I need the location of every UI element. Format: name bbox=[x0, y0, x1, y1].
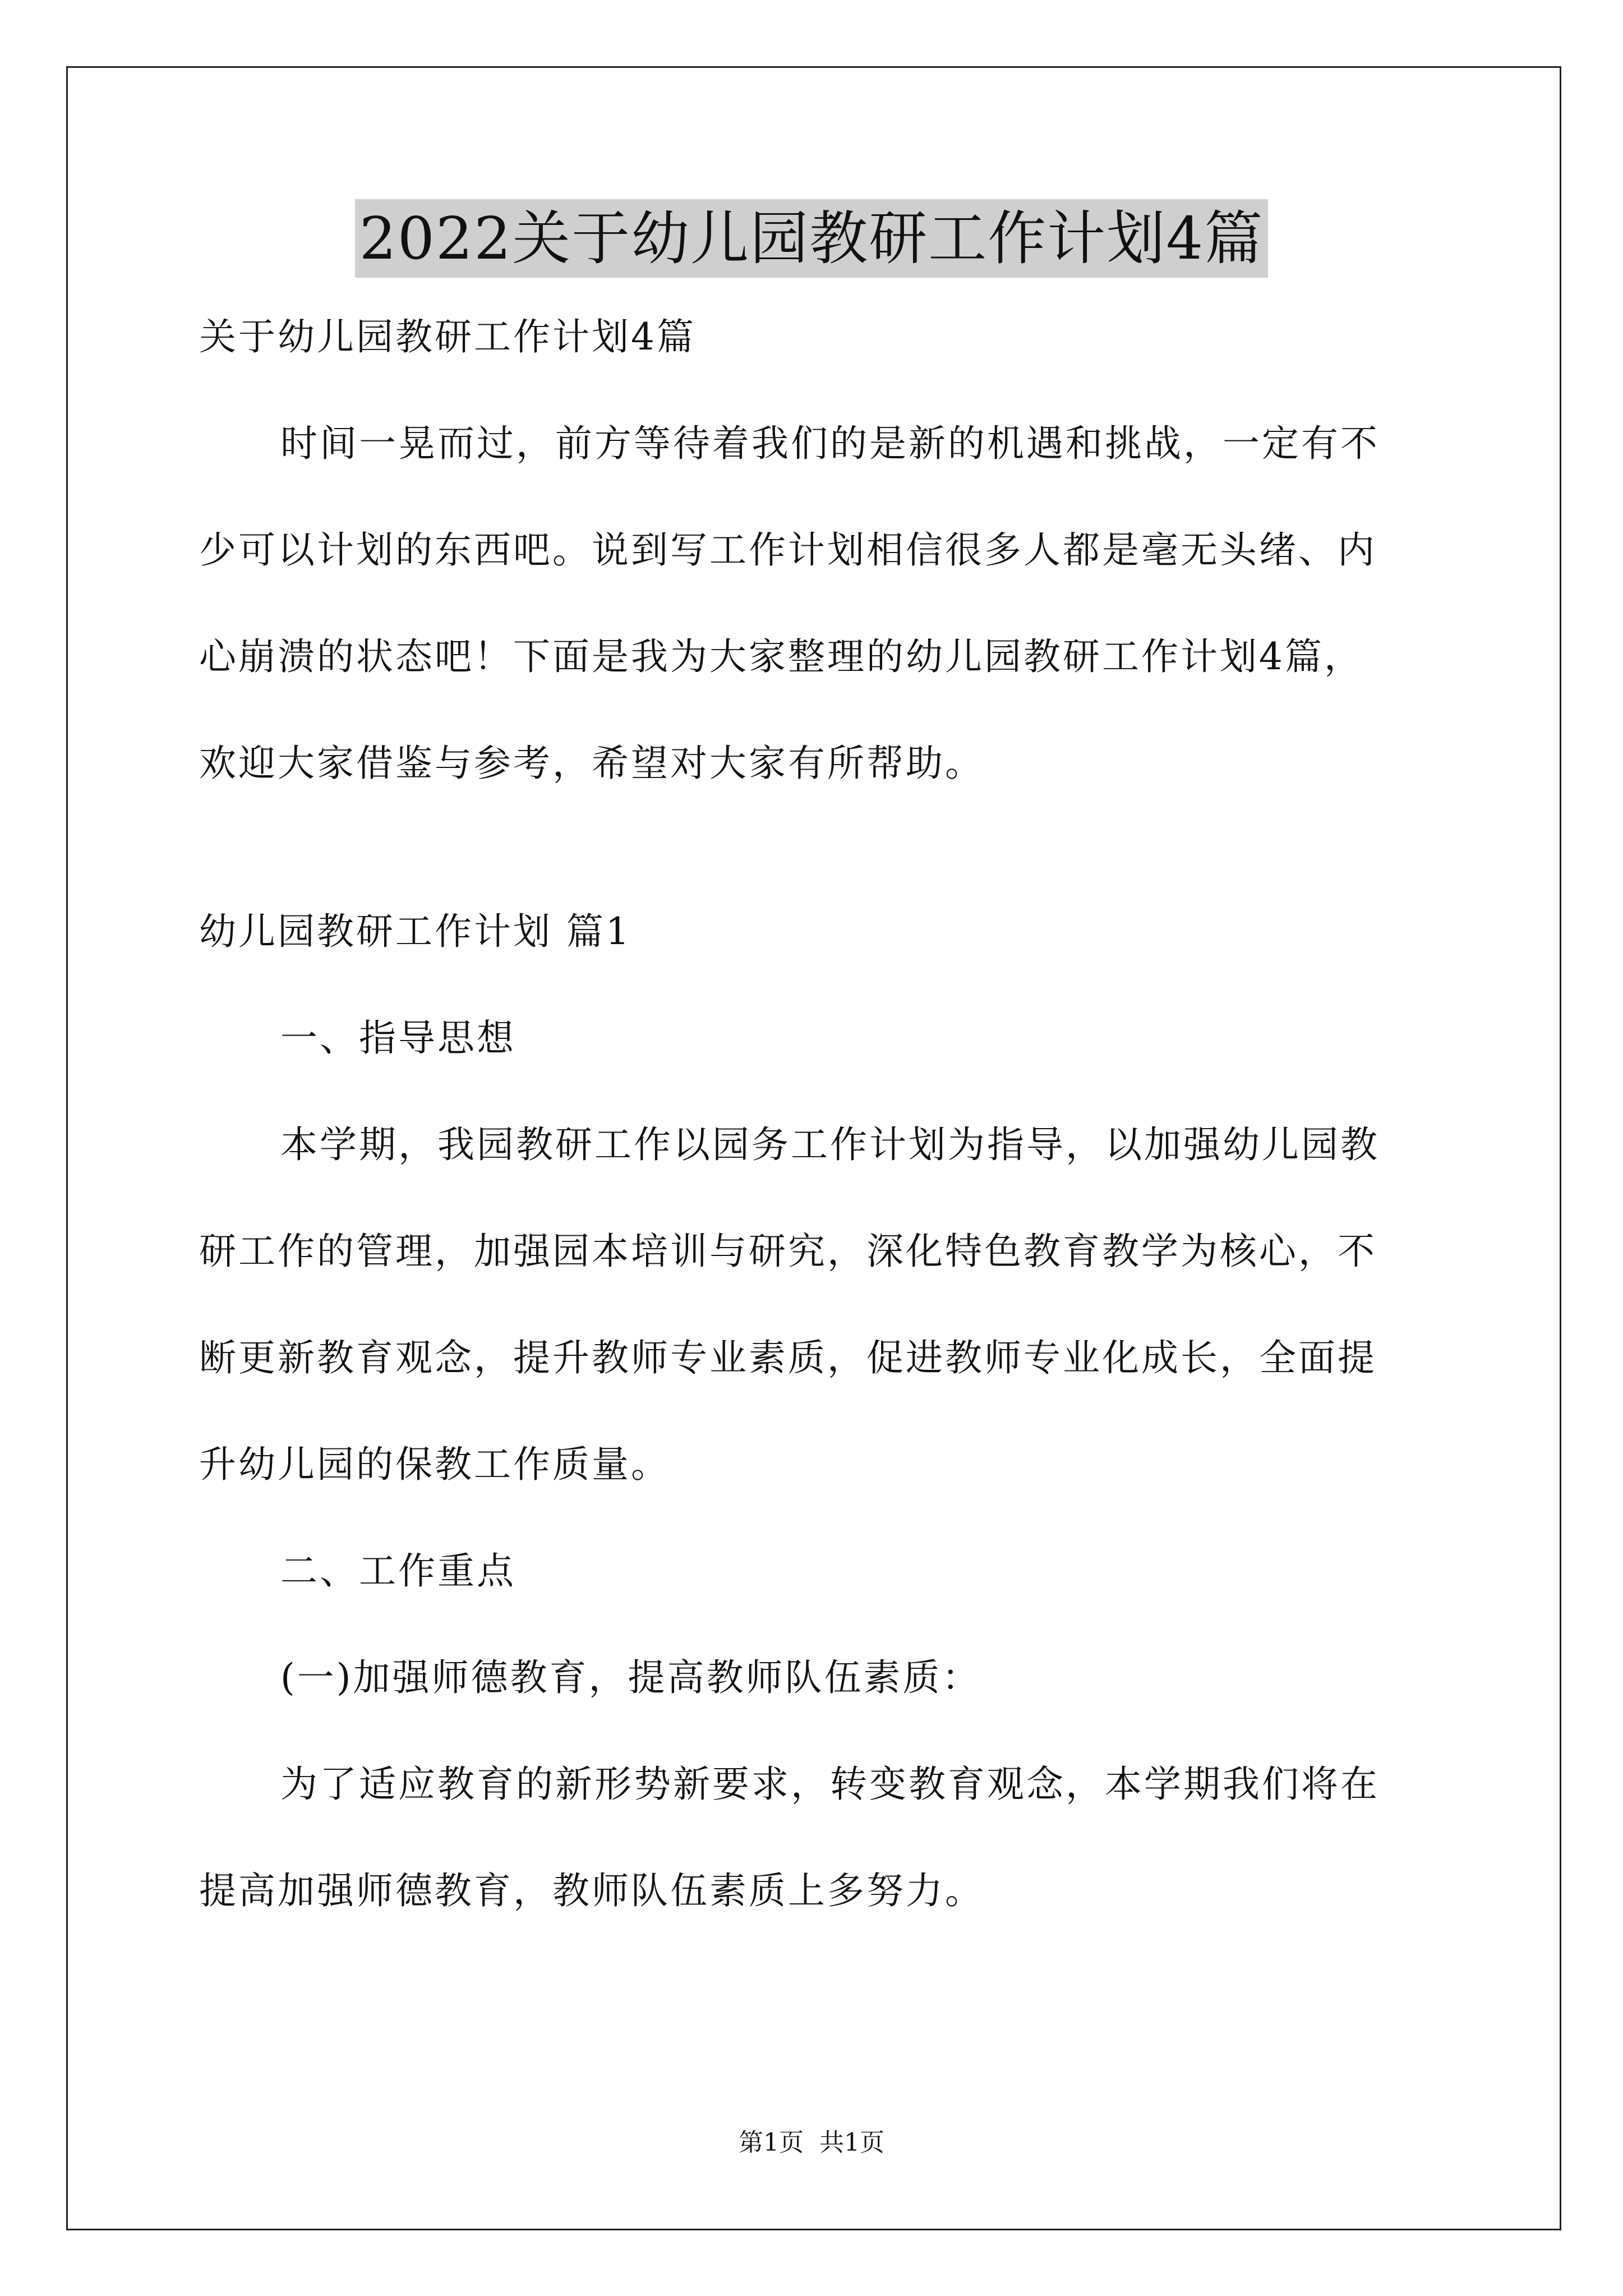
paragraph-intro bbox=[199, 418, 1427, 789]
intro-line: 欢迎大家借鉴与参考，希望对大家有所帮助。 bbox=[199, 742, 984, 785]
heading-work-focus bbox=[199, 1545, 1427, 1597]
paragraph-subtitle bbox=[199, 311, 1427, 363]
paragraph-guiding-ideology bbox=[199, 1119, 1427, 1490]
subheading-line: (一)加强师德教育，提高教师队伍素质： bbox=[280, 1656, 981, 1699]
subheading-teacher-ethics bbox=[199, 1652, 1427, 1704]
body-line: 提高加强师德教育，教师队伍素质上多努力。 bbox=[199, 1869, 984, 1912]
intro-line: 少可以计划的东西吧。说到写工作计划相信很多人都是毫无头绪、内 bbox=[199, 528, 1377, 572]
plan-heading: 幼儿园教研工作计划 篇1 bbox=[199, 910, 631, 953]
title-container bbox=[0, 199, 1623, 278]
intro-line: 时间一晃而过，前方等待着我们的是新的机遇和挑战，一定有不 bbox=[280, 422, 1380, 465]
body-line: 断更新教育观念，提升教师专业素质，促进教师专业化成长，全面提 bbox=[199, 1336, 1377, 1379]
body-line: 为了适应教育的新形势新要求，转变教育观念，本学期我们将在 bbox=[280, 1763, 1380, 1806]
body-line: 升幼儿园的保教工作质量。 bbox=[199, 1443, 670, 1486]
heading-guiding-ideology bbox=[199, 1013, 1427, 1064]
heading-line: 一、指导思想 bbox=[280, 1016, 516, 1060]
heading-line: 二、工作重点 bbox=[280, 1549, 516, 1593]
document-body bbox=[199, 311, 1427, 1917]
subtitle-line: 关于幼儿园教研工作计划4篇 bbox=[199, 315, 696, 358]
body-line: 本学期，我园教研工作以园务工作计划为指导，以加强幼儿园教 bbox=[280, 1123, 1380, 1166]
page-footer: 第1页 共1页 bbox=[739, 2128, 884, 2157]
section-heading-plan-1 bbox=[199, 906, 1427, 958]
body-line: 研工作的管理，加强园本培训与研究，深化特色教育教学为核心，不 bbox=[199, 1230, 1377, 1273]
paragraph-teacher-ethics bbox=[199, 1759, 1427, 1917]
document-title: 2022关于幼儿园教研工作计划4篇 bbox=[355, 199, 1269, 278]
intro-line: 心崩溃的状态吧！下面是我为大家整理的幼儿园教研工作计划4篇， bbox=[199, 635, 1363, 678]
